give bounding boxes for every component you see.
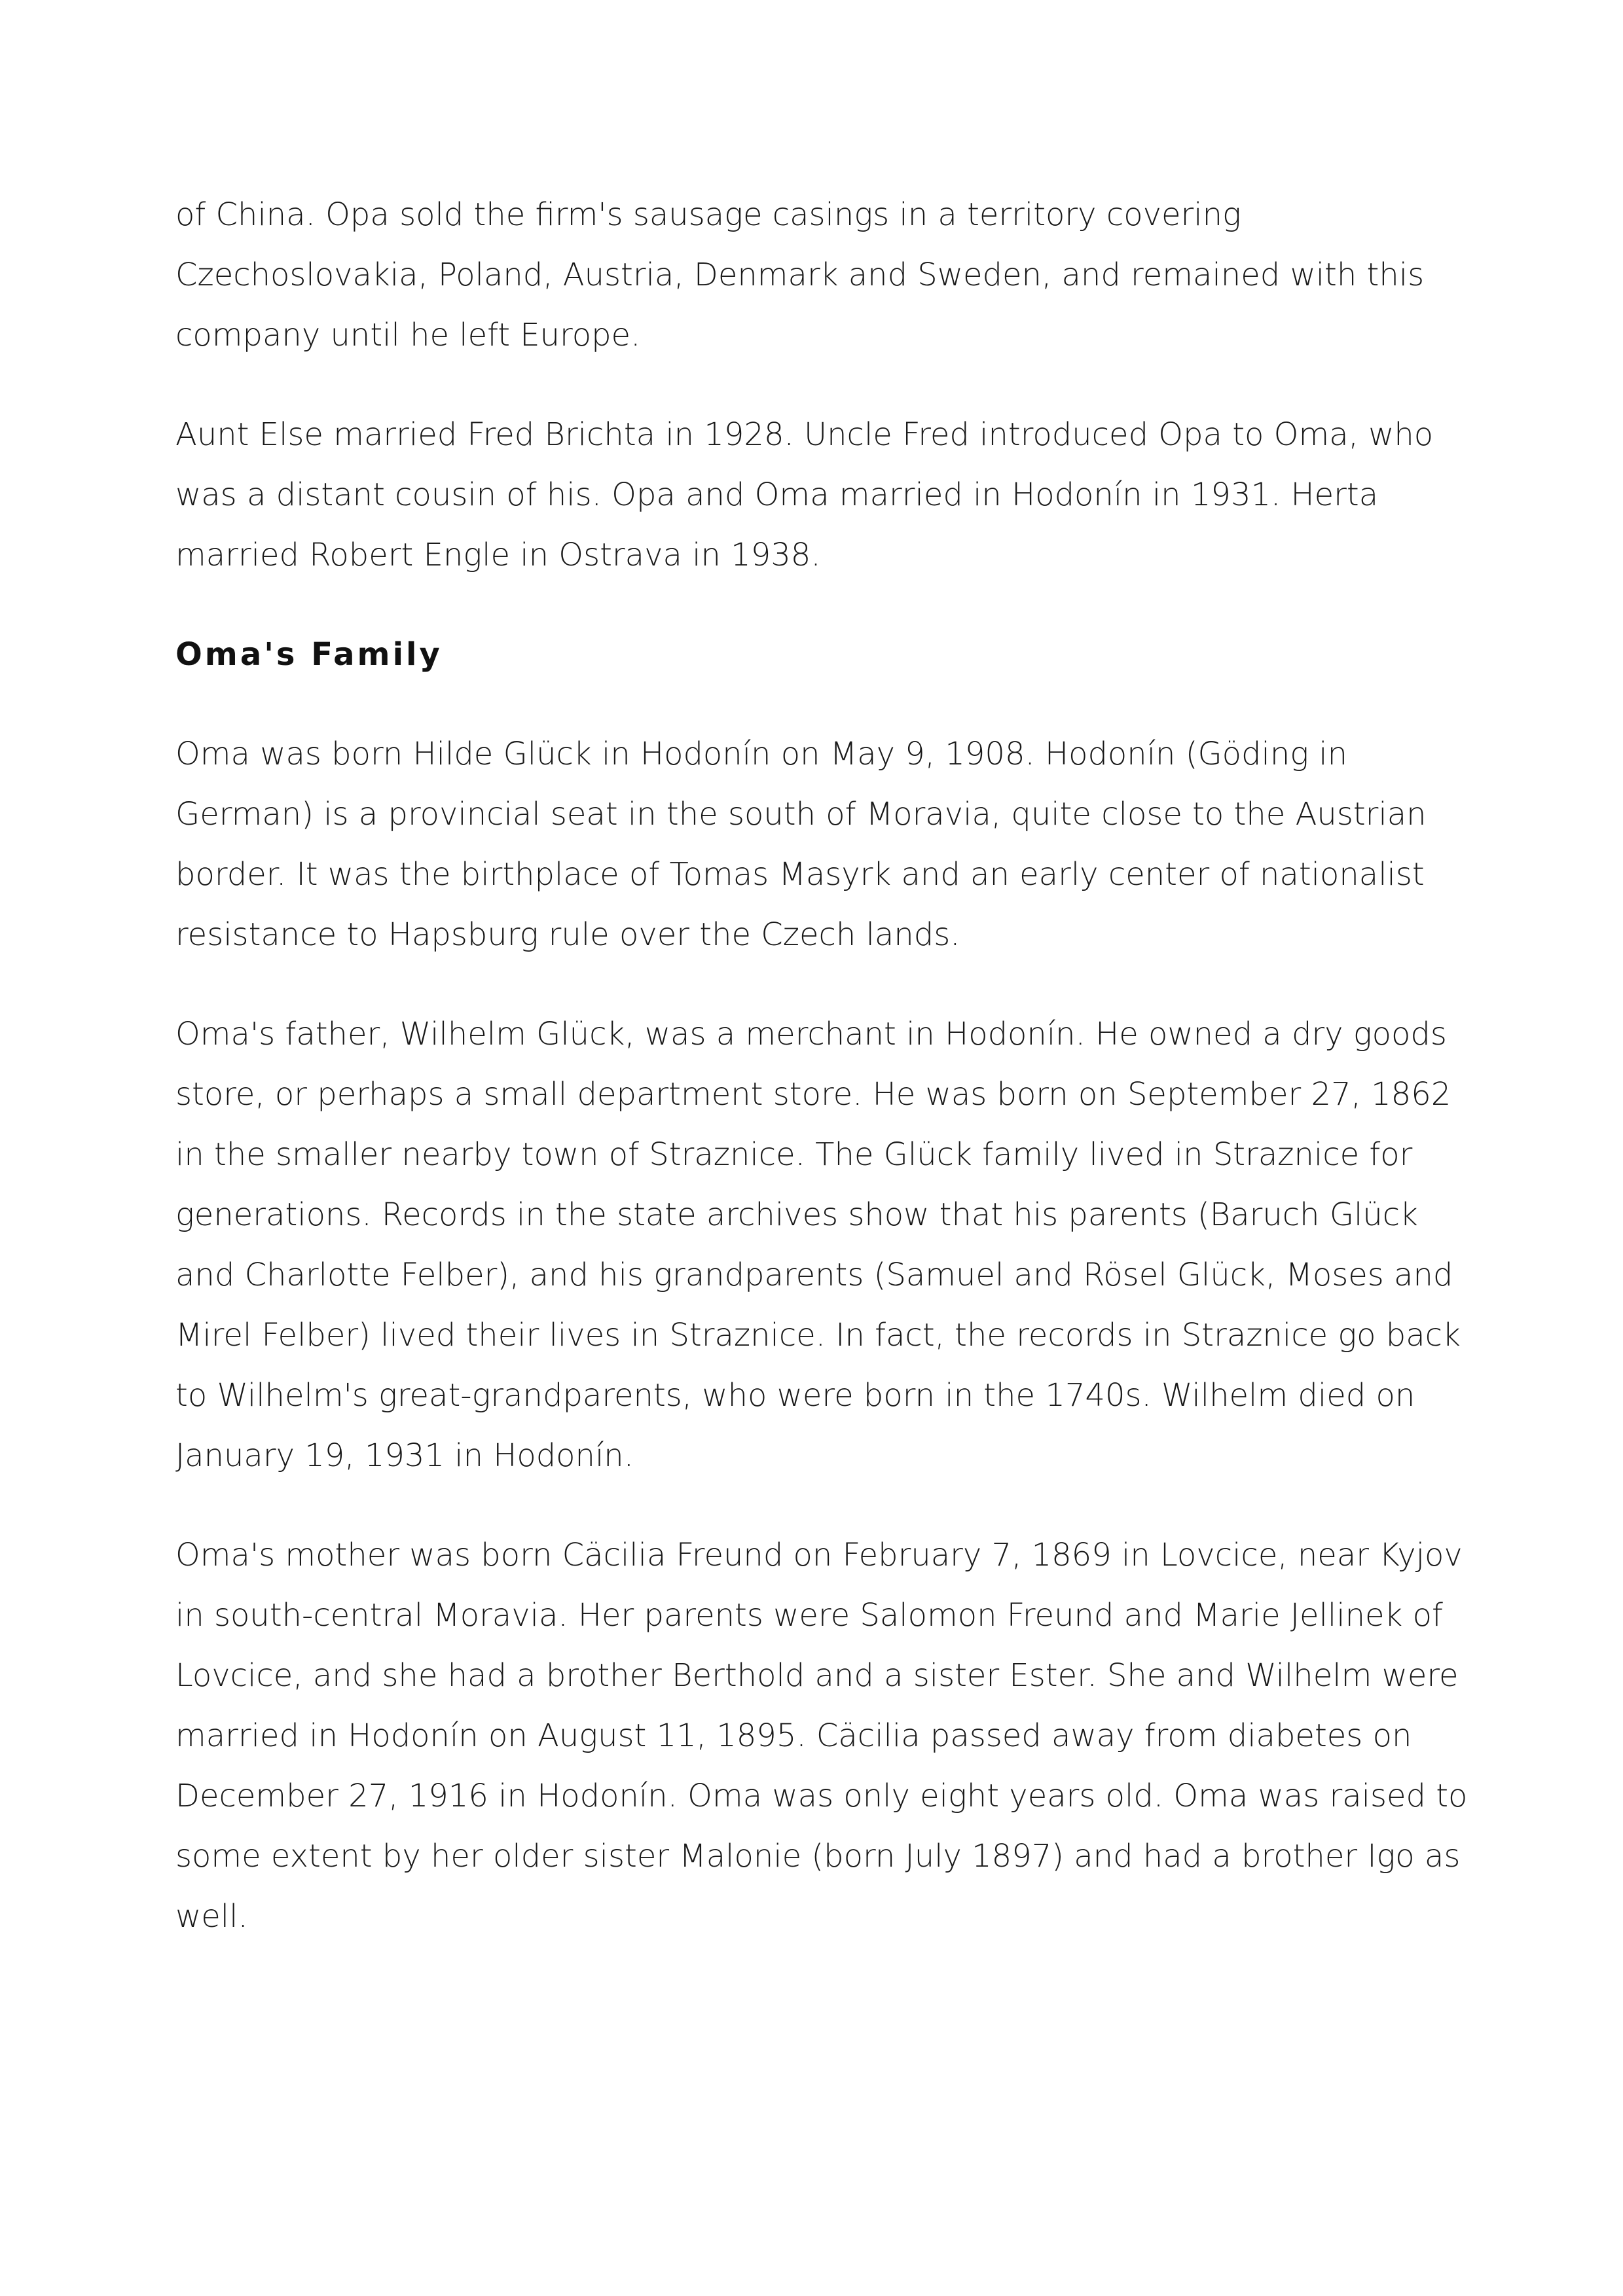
document-body bbox=[175, 185, 1472, 1986]
body-paragraph: Oma's father, Wilhelm Glück, was a merchant in Hodonín. He owned a dry goods store, or perhaps a small department store. He was born on September 27, 1862 in the smaller nearby town of Straznice. The Glück family lived in Straznice for generations. Records in the state archives show that his parents (Baruch Glück and Charlotte Felber), and his grandparents (Samuel and Rösel Glück, Moses and Mirel Felber) lived their lives in Straznice. In fact, the records in Straznice go back to Wilhelm's great-grandparents, who were born in the 1740s. Wilhelm died on January 19, 1931 in Hodonín. bbox=[175, 1016, 1461, 1474]
body-paragraph: Aunt Else married Fred Brichta in 1928. Uncle Fred introduced Opa to Oma, who was a distant cousin of his. Opa and Oma married in Hodonín in 1931. Herta married Robert Engle in Ostrava in 1938. bbox=[175, 416, 1434, 573]
body-paragraph: Oma was born Hilde Glück in Hodonín on May 9, 1908. Hodonín (Göding in German) is a provincial seat in the south of Moravia, quite close to the Austrian border. It was the birthplace of Tomas Masyrk and an early center of nationalist resistance to Hapsburg rule over the Czech lands. bbox=[175, 736, 1427, 953]
section-heading: Oma's Family bbox=[175, 636, 443, 673]
body-paragraph: of China. Opa sold the firm's sausage casings in a territory covering Czechoslovakia, Poland, Austria, Denmark and Sweden, and remained with this company until he left Europe. bbox=[175, 196, 1425, 353]
body-paragraph: Oma's mother was born Cäcilia Freund on February 7, 1869 in Lovcice, near Kyjov in south-central Moravia. Her parents were Salomon Freund and Marie Jellinek of Lovcice, and she had a brother Berthold and a sister Ester. She and Wilhelm were married in Hodonín on August 11, 1895. Cäcilia passed away from diabetes on December 27, 1916 in Hodonín. Oma was only eight years old. Oma was raised to some extent by her older sister Malonie (born July 1897) and had a brother Igo as well. bbox=[175, 1537, 1468, 1935]
